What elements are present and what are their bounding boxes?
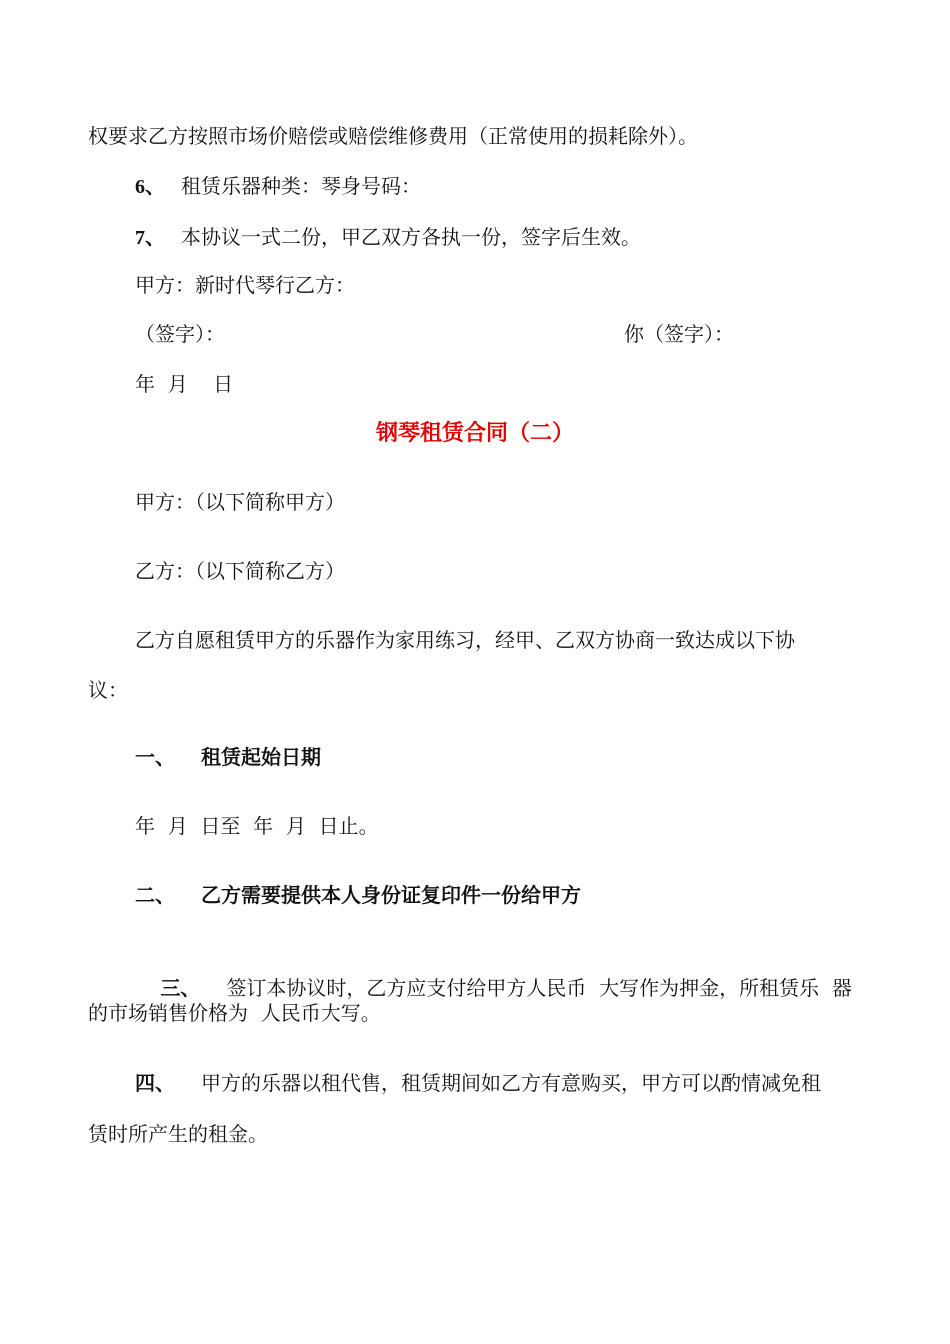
date-line: 年 月 日 <box>135 372 234 396</box>
clause-4-text-1: 甲方的乐器以租代售，租赁期间如乙方有意购买，甲方可以酌情减免租 <box>201 1071 821 1095</box>
contract-title: 钢琴租赁合同（二） <box>375 421 574 446</box>
clause-1-number: 一、 <box>135 745 175 769</box>
item-6-number: 6、 <box>135 176 165 198</box>
party-b: 乙方：（以下简称乙方） <box>135 559 345 583</box>
item-6 <box>135 174 421 199</box>
clause-1 <box>135 745 321 769</box>
signature-right: 你（签字）： <box>624 322 734 346</box>
item-7-text: 本协议一式二份，甲乙双方各执一份，签字后生效。 <box>181 225 641 249</box>
item-6-text: 租赁乐器种类：琴身号码： <box>181 174 421 198</box>
clause-4-line-2: 赁时所产生的租金。 <box>88 1122 268 1146</box>
clause-2-number: 二、 <box>135 883 175 907</box>
party-line: 甲方：新时代琴行乙方： <box>135 273 355 297</box>
item-7 <box>135 225 641 250</box>
signature-left: （签字）： <box>135 322 225 346</box>
clause-4-number: 四、 <box>135 1071 175 1095</box>
clause-1-heading: 租赁起始日期 <box>201 745 321 769</box>
period-line: 年 月 日至 年 月 日止。 <box>135 814 379 838</box>
clause-3-text-1: 签订本协议时，乙方应支付给甲方人民币 大写作为押金，所租赁乐 器 <box>226 976 852 1000</box>
continuation-paragraph: 权要求乙方按照市场价赔偿或赔偿维修费用（正常使用的损耗除外）。 <box>88 124 698 148</box>
clause-2-heading: 乙方需要提供本人身份证复印件一份给甲方 <box>201 883 581 907</box>
clause-4-line-1 <box>135 1071 821 1095</box>
item-7-number: 7、 <box>135 227 165 249</box>
intro-paragraph-line-2: 议： <box>88 678 128 702</box>
clause-2 <box>135 883 581 907</box>
party-a: 甲方：（以下简称甲方） <box>135 490 345 514</box>
clause-3-line-2: 的市场销售价格为 人民币大写。 <box>88 1001 381 1025</box>
clause-3-number: 三、 <box>160 976 201 1000</box>
intro-paragraph-line-1: 乙方自愿租赁甲方的乐器作为家用练习，经甲、乙双方协商一致达成以下协 <box>135 628 795 652</box>
